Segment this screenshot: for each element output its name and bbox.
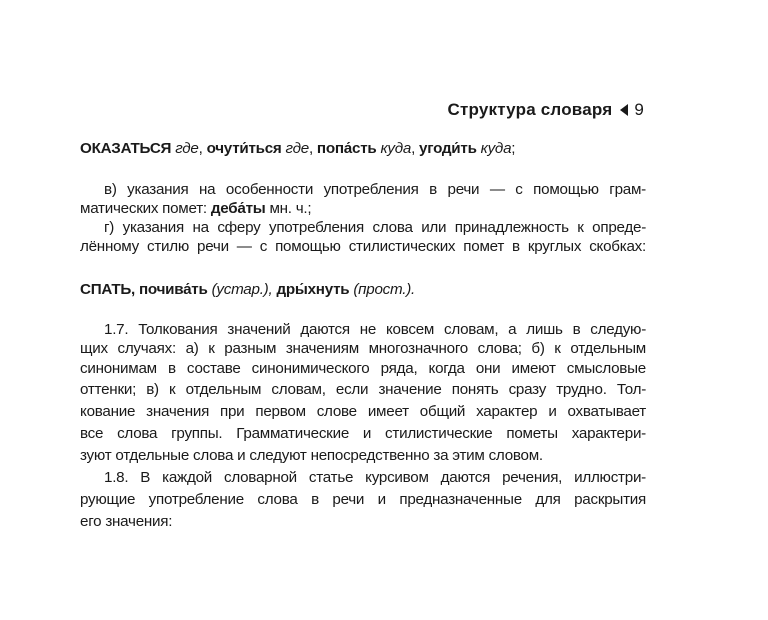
para-b-line-1: в) указания на особенности употребления в речи — с помощью грам- (104, 181, 646, 198)
running-header-title: Структура словаря (447, 100, 613, 119)
page-number: 9 (634, 100, 644, 119)
para-g-line-1: г) указания на сферу употребления слова или принадлежность к опреде- (104, 219, 646, 236)
para-g-line-2: лённому стилю речи — с помощью стилистических помет в круглых скобках: (80, 238, 646, 255)
para-17-line: щих случаях: а) к разным значениям многозначного слова; б) к отдельным (80, 340, 646, 357)
para-17-line: оттенки; в) к отдельным словам, если значение понять сразу трудно. Тол- (80, 381, 646, 398)
usage-note: где (285, 140, 309, 157)
usage-note: куда (480, 140, 512, 157)
headword: СПАТЬ, (80, 281, 136, 298)
para-b-line-2 (80, 199, 646, 218)
usage-note: куда (380, 140, 412, 157)
para-17-line: синонимам в составе синонимического ряда, когда они имеют смысловые (80, 360, 646, 377)
para-17-line: 1.7. Толкования значений даются не ковсем словам, а лишь в следую- (104, 321, 646, 338)
para-17-line: все слова группы. Грамматические и стилистические пометы характери- (80, 425, 646, 442)
grammar-mark: мн. ч.; (269, 200, 312, 217)
example-word: деба́ты (210, 200, 266, 217)
synonym-word: дры́хнуть (276, 281, 350, 298)
para-17-line: зуют отдельные слова и следуют непосредственно за этим словом. (80, 447, 543, 464)
example-entry-spat (80, 280, 646, 299)
para-b-text: матических помет: (80, 200, 207, 217)
usage-note: где (175, 140, 199, 157)
style-mark: (прост.). (353, 281, 415, 298)
running-header (448, 100, 645, 120)
synonym-word: угоди́ть (419, 140, 477, 157)
style-mark: (устар.), (211, 281, 273, 298)
para-17-line: кование значения при первом слове имеет общий характер и охватывает (80, 403, 646, 420)
para-18-line: 1.8. В каждой словарной статье курсивом даются речения, иллюстри- (104, 469, 646, 486)
synonym-word: очути́ться (206, 140, 282, 157)
synonym-word: попа́сть (316, 140, 377, 157)
headword: ОКАЗАТЬСЯ (80, 140, 172, 157)
triangle-left-icon (620, 104, 628, 116)
example-entry-okazatsya: ОКАЗАТЬСЯ где, очути́ться где, попа́сть куда, угоди́ть куда; (80, 140, 516, 157)
synonym-word: почива́ть (139, 281, 208, 298)
para-18-line: его значения: (80, 513, 173, 530)
para-18-line: рующие употребление слова в речи и предназначенные для раскрытия (80, 491, 646, 508)
